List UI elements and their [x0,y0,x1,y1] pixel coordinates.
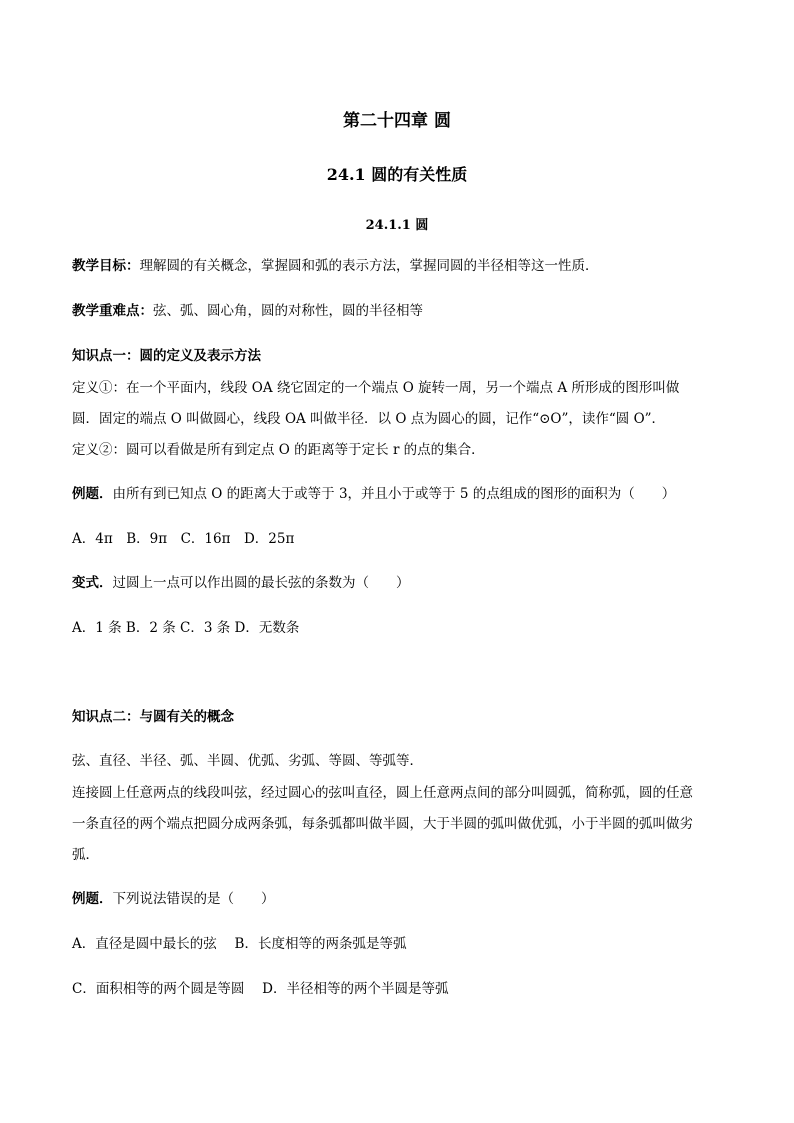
kp1-variant-label: 变式． [72,575,113,591]
key-points-label: 教学重难点： [72,303,153,319]
kp2-example-text: 下列说法错误的是（ ） [112,891,275,907]
kp1-variant-options: A．1 条 B．2 条 C．3 条 D．无数条 [72,620,300,636]
kp1-example-text: 由所有到已知点 O 的距离大于或等于 3，并且小于或等于 5 的点组成的图形的面积为（ ） [112,486,676,502]
kp2-para-line3: 弧． [72,847,99,863]
kp2-example-label: 例题． [72,891,113,907]
chapter-title: 第二十四章 圆 [343,111,451,131]
kp1-def2: 定义②：圆可以看做是所有到定点 O 的距离等于定长 r 的点的集合． [72,442,485,458]
key-points-text: 弦、弧、圆心角，圆的对称性，圆的半径相等 [153,303,423,319]
kp2-option-line2: C．面积相等的两个圆是等圆 D．半径相等的两个半圆是等弧 [72,981,449,997]
kp1-example-label: 例题． [72,486,113,502]
kp1-example-options: A．4π B．9π C．16π D．25π [72,531,295,547]
key-points [72,302,423,320]
kp1-heading: 知识点一：圆的定义及表示方法 [72,348,261,364]
kp1-variant-text: 过圆上一点可以作出圆的最长弦的条数为（ ） [112,575,410,591]
kp1-def1-line1: 定义①：在一个平面内，线段 OA 绕它固定的一个端点 O 旋转一周，另一个端点 A 所形成的图形叫做 [72,380,680,396]
kp2-option-line1: A．直径是圆中最长的弦 B．长度相等的两条弧是等弧 [72,936,407,952]
kp1-example [72,485,675,503]
teaching-objective [72,257,599,275]
kp1-def1-line2: 圆．固定的端点 O 叫做圆心，线段 OA 叫做半径．以 O 点为圆心的圆，记作“⊙O”，读作“圆 O”． [72,411,666,427]
kp2-para-line1: 连接圆上任意两点的线段叫弦，经过圆心的弦叫直径，圆上任意两点间的部分叫圆弧，简称弧，圆的任意 [72,785,693,801]
objective-label: 教学目标： [72,258,140,274]
kp2-para-line2: 一条直径的两个端点把圆分成两条弧，每条弧都叫做半圆，大于半圆的弧叫做优弧，小于半圆的弧叫做劣 [72,816,693,832]
section-title: 24.1 圆的有关性质 [326,165,468,184]
objective-text: 理解圆的有关概念，掌握圆和弧的表示方法，掌握同圆的半径相等这一性质． [139,258,599,274]
kp1-variant [72,574,410,592]
subsection-title: 24.1.1 圆 [365,218,429,233]
kp2-example [72,890,275,908]
kp2-heading: 知识点二：与圆有关的概念 [72,709,234,725]
kp2-terms: 弦、直径、半径、弧、半圆、优弧、劣弧、等圆、等弧等． [72,753,423,769]
